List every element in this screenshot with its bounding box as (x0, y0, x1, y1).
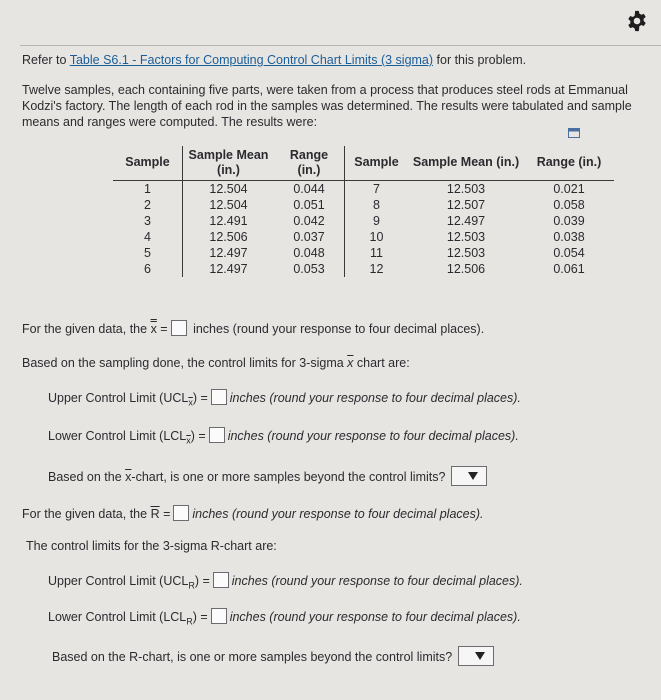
col-header: Range (in.) (524, 146, 614, 180)
gear-icon[interactable] (626, 10, 648, 32)
xbarbar-question: For the given data, the x = inches (round your response to four decimal places). (22, 322, 485, 336)
table-cell: 3 (113, 213, 183, 229)
table-cell: 0.021 (553, 181, 585, 196)
table-cell: 0.038 (553, 229, 585, 244)
table-cell: 0.054 (553, 245, 585, 260)
col-header: Sample (113, 146, 183, 180)
table-cell: 8 (373, 197, 380, 212)
table-cell: 10 (369, 229, 384, 244)
table-cell: 12.503 (446, 245, 486, 260)
table-row (113, 229, 614, 245)
problem-statement: Twelve samples, each containing five parts, were taken from a process that produces steel rods at Emmanual Kodzi's factory. The length of each rod in the samples was determined. The results were tabulated and sample means and ranges were computed. The results were: (22, 83, 632, 129)
table-cell: 12.503 (446, 229, 486, 244)
table-cell: 12.497 (209, 261, 248, 276)
r-limits-heading: The control limits for the 3-sigma R-chart are: (26, 539, 277, 553)
table-cell: 11 (370, 245, 383, 260)
chevron-down-icon (475, 652, 485, 660)
refer-suffix: for this problem. (433, 53, 527, 67)
ucl-r-input[interactable] (213, 572, 229, 588)
table-cell: 0.061 (553, 261, 585, 276)
lcl-r-question: Lower Control Limit $(LCL_R)$ = inches (round your response to four decimal places). (48, 610, 521, 627)
table-row (113, 197, 614, 213)
lcl-r-input[interactable] (211, 608, 227, 624)
table-cell: 1 (113, 180, 183, 197)
lcl-x-input[interactable] (209, 427, 225, 443)
table-cell: 0.051 (274, 197, 345, 213)
ucl-r-question: Upper Control Limit $(UCL_R)$ = inches (round your response to four decimal places). (48, 574, 523, 591)
table-cell: 12.497 (446, 213, 486, 228)
table-row (113, 180, 614, 197)
table-cell: 12.497 (209, 245, 248, 260)
table-cell: 12.491 (209, 213, 248, 228)
table-cell: 0.048 (274, 245, 345, 261)
table-cell: 5 (113, 245, 183, 261)
table-cell: 12.504 (209, 181, 248, 196)
table-cell: 12.506 (446, 261, 486, 276)
table-cell: 12.507 (446, 197, 486, 212)
xbarbar-symbol: x (150, 322, 157, 336)
table-row (113, 245, 614, 261)
table-cell: 9 (373, 213, 380, 228)
divider (20, 45, 661, 46)
problem-intro (22, 52, 642, 144)
copy-data-icon[interactable] (568, 128, 580, 138)
col-header: Range (in.) (274, 146, 345, 180)
table-header-row (113, 146, 614, 180)
refer-prefix: Refer to (22, 53, 70, 67)
table-cell: 12.503 (446, 181, 486, 196)
xbarbar-input[interactable] (171, 320, 187, 336)
ucl-x-input[interactable] (211, 389, 227, 405)
col-header: Sample (345, 146, 409, 180)
table-cell: 6 (113, 261, 183, 277)
col-header: Sample Mean (in.) (183, 146, 275, 180)
x-beyond-dropdown[interactable] (451, 466, 487, 486)
table-cell: 0.037 (274, 229, 345, 245)
table-cell: 12.504 (209, 197, 248, 212)
rbar-input[interactable] (173, 505, 189, 521)
xbar-limits-heading: Based on the sampling done, the control limits for 3-sigma $\overline{x}$ chart are: (22, 356, 410, 370)
table-cell: 0.053 (274, 261, 345, 277)
rbar-question: For the given data, the $\overline{R}$ = inches (round your response to four decimal places). (22, 507, 484, 521)
table-row (113, 261, 614, 277)
col-header: Sample Mean (in.) (408, 146, 524, 180)
chevron-down-icon (468, 472, 478, 480)
lcl-x-question: Lower Control Limit $(LCL_{\overline{x}})$ = inches (round your response to four decimal places). (48, 429, 519, 446)
x-beyond-question: Based on the $\overline{x}$-chart, is one or more samples beyond the control limits? (48, 466, 487, 486)
table-cell: 12 (369, 261, 384, 276)
table-cell: 0.042 (274, 213, 345, 229)
table-cell: 0.039 (553, 213, 585, 228)
ucl-x-question: Upper Control Limit $(UCL_{\overline{x}})$ = inches (round your response to four decimal places). (48, 391, 521, 408)
table-cell: 0.044 (274, 180, 345, 197)
factors-table-link[interactable]: Table S6.1 - Factors for Computing Control Chart Limits (3 sigma) (69, 53, 434, 67)
table-cell: 12.506 (209, 229, 248, 244)
r-beyond-question: Based on the R-chart, is one or more samples beyond the control limits? (52, 646, 494, 666)
table-cell: 0.058 (553, 197, 585, 212)
r-beyond-dropdown[interactable] (458, 646, 494, 666)
table-cell: 4 (113, 229, 183, 245)
samples-table (113, 146, 614, 277)
table-row (113, 213, 614, 229)
table-cell: 7 (373, 181, 380, 196)
table-cell: 2 (113, 197, 183, 213)
